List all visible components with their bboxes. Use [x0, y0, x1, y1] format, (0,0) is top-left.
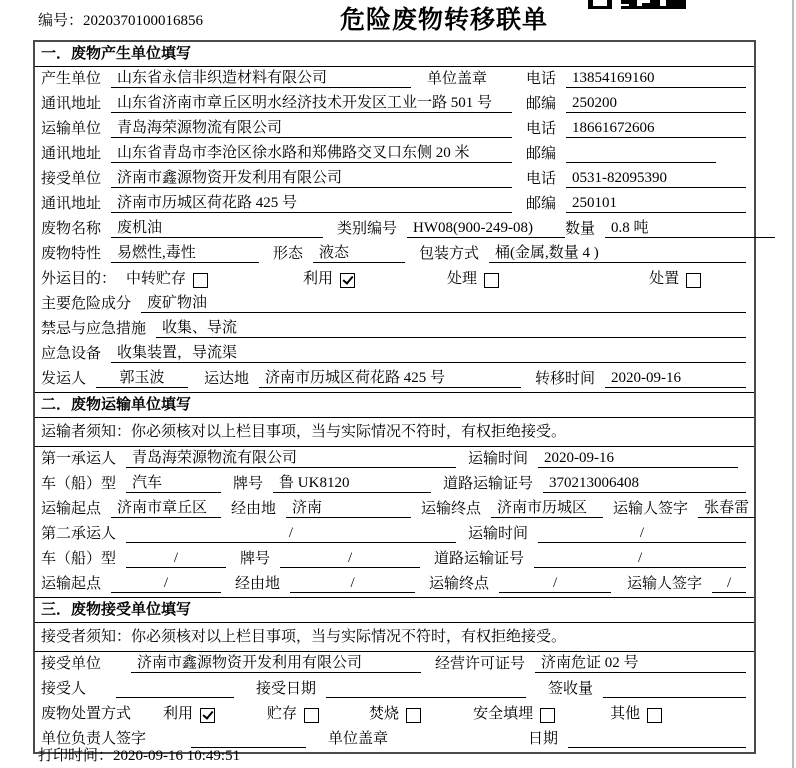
purpose-option-treat	[447, 267, 499, 288]
received-qty-value	[603, 697, 746, 698]
checkbox-checked-icon	[340, 273, 355, 288]
section2-header: 二．废物运输单位填写	[35, 392, 754, 418]
producer-label: 产生单位	[41, 71, 102, 87]
route2-sign-label: 运输人签字	[627, 576, 703, 592]
purpose-label: 外运目的：	[41, 271, 117, 287]
receiver-label: 接受单位	[41, 171, 102, 187]
disposal-option-store-label: 贮存	[267, 706, 298, 722]
producer-phone-value: 13854169160	[566, 70, 746, 88]
waste-name-label: 废物名称	[41, 221, 102, 237]
measures-row	[35, 317, 754, 342]
disposal-option-incinerate	[369, 702, 421, 723]
receiver-address-value: 济南市历城区荷花路 425 号	[111, 191, 512, 213]
waste-quantity-label: 数量	[565, 221, 596, 237]
producer-phone-label: 电话	[525, 71, 556, 87]
carrier2-value: /	[126, 525, 456, 543]
shipper-label: 发运人	[41, 371, 87, 387]
vehicle1-type-value: 汽车	[126, 471, 221, 493]
receiver-notice: 接受者须知：你必须核对以上栏目事项，当与实际情况不符时，有权拒绝接受。	[35, 623, 754, 652]
transporter-address-row	[35, 142, 754, 167]
section3-header: 三．废物接受单位填写	[35, 597, 754, 623]
carrier2-label: 第二承运人	[41, 526, 117, 542]
document-number-value: 2020370100016856	[83, 13, 204, 29]
equipment-row	[35, 342, 754, 367]
disposal-option-other	[610, 702, 662, 723]
transfer-time-label: 转移时间	[535, 371, 596, 387]
purpose-option-dispose-label: 处置	[649, 271, 680, 287]
received-qty-label: 签收量	[548, 681, 594, 697]
receiver-row	[35, 167, 754, 192]
purpose-row	[35, 267, 754, 292]
vehicle2-cert-value: /	[534, 550, 746, 568]
transporter-value: 青岛海荣源物流有限公司	[111, 116, 512, 138]
checkbox-empty-icon	[647, 708, 662, 723]
accept-unit-label: 接受单位	[41, 656, 102, 672]
route1-via-label: 经由地	[231, 501, 277, 517]
sign-date-value	[568, 747, 746, 748]
accept-person-label: 接受人	[41, 681, 87, 697]
route2-start-label: 运输起点	[41, 576, 102, 592]
carrier1-time-label: 运输时间	[468, 451, 529, 467]
hazard-row	[35, 292, 754, 317]
carrier2-time-label: 运输时间	[468, 526, 529, 542]
responsible-sign-label: 单位负责人签字	[41, 731, 147, 747]
manifest-table	[33, 40, 756, 754]
vehicle1-plate-label: 牌号	[233, 476, 264, 492]
checkbox-checked-icon	[200, 708, 215, 723]
route1-start-label: 运输起点	[41, 501, 102, 517]
license-label: 经营许可证号	[435, 656, 526, 672]
unit-stamp-label: 单位盖章	[328, 731, 389, 747]
receiver-phone-label: 电话	[525, 171, 556, 187]
purpose-option-transfer-label: 中转贮存	[126, 271, 187, 287]
hazard-label: 主要危险成分	[41, 296, 132, 312]
carrier1-label: 第一承运人	[41, 451, 117, 467]
vehicle2-type-label: 车（船）型	[41, 551, 117, 567]
producer-address-value: 山东省济南市章丘区明水经济技术开发区工业一路 501 号	[111, 91, 512, 113]
vehicle2-type-value: /	[126, 550, 226, 568]
disposal-row	[35, 702, 754, 727]
transporter-phone-value: 18661672606	[566, 120, 746, 138]
purpose-option-reuse	[303, 267, 355, 288]
license-value: 济南危证 02 号	[535, 651, 746, 673]
accept-unit-row	[35, 652, 754, 677]
waste-category-label: 类别编号	[337, 221, 398, 237]
route2-row	[35, 572, 754, 597]
destination-label: 运达地	[204, 371, 250, 387]
sign-date-label: 日期	[528, 731, 559, 747]
packing-value: 桶(金属,数量 4 )	[489, 241, 746, 263]
route1-row	[35, 497, 754, 522]
producer-address-label: 通讯地址	[41, 96, 102, 112]
carrier1-time-value: 2020-09-16	[538, 450, 738, 468]
vehicle2-plate-label: 牌号	[240, 551, 271, 567]
waste-category-value: HW08(900-249-08)	[407, 220, 565, 238]
route2-end-value: /	[499, 575, 611, 593]
disposal-option-store	[267, 702, 319, 723]
purpose-option-transfer	[126, 267, 208, 288]
transporter-address-label: 通讯地址	[41, 146, 102, 162]
equipment-label: 应急设备	[41, 346, 102, 362]
disposal-option-other-label: 其他	[610, 706, 641, 722]
receiver-address-label: 通讯地址	[41, 196, 102, 212]
checkbox-empty-icon	[193, 273, 208, 288]
producer-stamp-label: 单位盖章	[427, 71, 488, 87]
route1-end-label: 运输终点	[421, 501, 482, 517]
producer-value: 山东省永信非织造材料有限公司	[111, 66, 411, 88]
transporter-address-value: 山东省青岛市李沧区徐水路和郑佛路交叉口东侧 20 米	[111, 141, 512, 163]
receiver-value: 济南市鑫源物资开发利用有限公司	[111, 166, 512, 188]
waste-traits-row	[35, 242, 754, 267]
waste-form-label: 形态	[273, 246, 304, 262]
route1-sign-label: 运输人签字	[613, 501, 689, 517]
disposal-option-landfill-label: 安全填埋	[473, 706, 534, 722]
carrier2-row	[35, 522, 754, 547]
receiver-address-row	[35, 192, 754, 217]
document-header	[0, 0, 796, 40]
route2-end-label: 运输终点	[429, 576, 490, 592]
receiver-zip-label: 邮编	[525, 196, 556, 212]
waste-traits-label: 废物特性	[41, 246, 102, 262]
route1-end-value: 济南市历城区	[491, 496, 603, 518]
route1-via-value: 济南	[286, 496, 411, 518]
route1-sign-value: 张春雷	[698, 496, 755, 518]
carrier1-row	[35, 447, 754, 472]
transporter-label: 运输单位	[41, 121, 102, 137]
packing-label: 包装方式	[419, 246, 480, 262]
vehicle2-plate-value: /	[280, 550, 420, 568]
vehicle1-type-label: 车（船）型	[41, 476, 117, 492]
route2-via-label: 经由地	[235, 576, 281, 592]
checkbox-empty-icon	[540, 708, 555, 723]
equipment-value: 收集装置，导流渠	[111, 341, 746, 363]
waste-form-value: 液态	[313, 241, 405, 263]
transporter-phone-label: 电话	[525, 121, 556, 137]
document-number-label: 编号：	[38, 13, 84, 29]
waste-name-value: 废机油	[111, 216, 323, 238]
vehicle1-plate-value: 鲁 UK8120	[273, 471, 431, 493]
accept-person-value	[116, 697, 234, 698]
purpose-option-reuse-label: 利用	[303, 271, 334, 287]
waste-quantity-value: 0.8 吨	[605, 216, 775, 238]
accept-unit-value: 济南市鑫源物资开发利用有限公司	[131, 651, 421, 673]
waste-name-row	[35, 217, 754, 242]
measures-value: 收集、导流	[156, 316, 746, 338]
destination-value: 济南市历城区荷花路 425 号	[259, 366, 521, 388]
disposal-option-reuse	[163, 702, 215, 723]
transfer-time-value: 2020-09-16	[605, 370, 746, 388]
measures-label: 禁忌与应急措施	[41, 321, 147, 337]
accept-date-value	[326, 697, 526, 698]
vehicle2-row	[35, 547, 754, 572]
route1-start-value: 济南市章丘区	[111, 496, 221, 518]
accept-date-label: 接受日期	[256, 681, 317, 697]
transporter-zip-label: 邮编	[525, 146, 556, 162]
vehicle1-cert-label: 道路运输证号	[443, 476, 534, 492]
route2-sign-value: /	[712, 575, 746, 593]
producer-zip-value: 250200	[566, 95, 746, 113]
vehicle1-cert-value: 370213006408	[543, 475, 746, 493]
section1-header: 一．废物产生单位填写	[35, 42, 754, 67]
vehicle2-cert-label: 道路运输证号	[434, 551, 525, 567]
receiver-zip-value: 250101	[566, 195, 746, 213]
receiver-phone-value: 0531-82095390	[566, 170, 746, 188]
acceptance-row	[35, 677, 754, 702]
producer-row	[35, 67, 754, 92]
checkbox-empty-icon	[406, 708, 421, 723]
page-title: 危险废物转移联单	[339, 7, 548, 34]
checkbox-empty-icon	[686, 273, 701, 288]
waste-traits-value: 易燃性,毒性	[111, 241, 259, 263]
route2-via-value: /	[290, 575, 415, 593]
shipper-value: 郭玉波	[96, 366, 188, 388]
disposal-label: 废物处置方式	[41, 706, 132, 722]
checkbox-empty-icon	[304, 708, 319, 723]
producer-address-row	[35, 92, 754, 117]
purpose-option-dispose	[649, 267, 701, 288]
disposal-option-landfill	[473, 702, 555, 723]
producer-zip-label: 邮编	[525, 96, 556, 112]
print-time	[38, 744, 240, 765]
carrier2-time-value: /	[538, 525, 746, 543]
print-time-value: 2020-09-16 10:49:51	[113, 748, 241, 764]
checkbox-empty-icon	[484, 273, 499, 288]
transporter-zip-value	[566, 162, 716, 163]
carrier1-value: 青岛海荣源物流有限公司	[126, 446, 456, 468]
page-edge-line	[792, 0, 794, 768]
print-time-label: 打印时间：	[38, 748, 114, 764]
route2-start-value: /	[111, 575, 221, 593]
disposal-option-reuse-label: 利用	[163, 706, 194, 722]
shipper-row	[35, 367, 754, 392]
transporter-row	[35, 117, 754, 142]
hazard-value: 废矿物油	[141, 291, 746, 313]
purpose-option-treat-label: 处理	[447, 271, 478, 287]
qr-code-cropped-icon	[588, 0, 688, 9]
vehicle1-row	[35, 472, 754, 497]
disposal-option-incinerate-label: 焚烧	[369, 706, 400, 722]
transporter-notice: 运输者须知：你必须核对以上栏目事项，当与实际情况不符时，有权拒绝接受。	[35, 418, 754, 447]
